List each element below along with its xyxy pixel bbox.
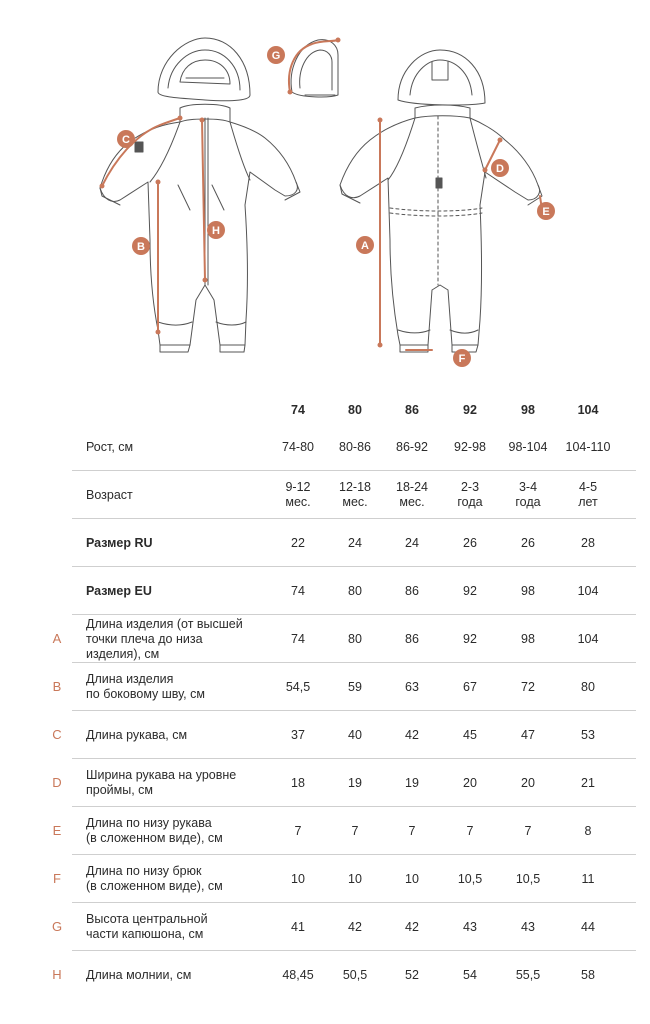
table-cell-line: 7	[466, 824, 474, 838]
table-cell	[558, 632, 618, 647]
table-cell-line: 92	[463, 584, 477, 598]
row-label	[86, 536, 270, 551]
table-cell	[382, 480, 442, 510]
row-label-line: части капюшона, см	[86, 927, 204, 941]
row-label-line: Длина по низу рукава	[86, 816, 212, 830]
table-cell	[558, 968, 618, 983]
table-cell	[440, 824, 500, 839]
table-cell-line: 7	[294, 824, 302, 838]
row-label-line: изделия), см	[86, 647, 160, 661]
table-row	[0, 567, 650, 615]
table-cell-line: 72	[521, 680, 535, 694]
row-label-line: Размер EU	[86, 584, 152, 598]
table-cell	[440, 480, 500, 510]
row-letter: D	[52, 775, 62, 790]
table-cell-line: 45	[463, 728, 477, 742]
table-cell	[498, 968, 558, 983]
table-cell	[325, 920, 385, 935]
table-cell-line: 67	[463, 680, 477, 694]
table-cell	[498, 776, 558, 791]
table-cell	[440, 536, 500, 551]
row-letter: B	[52, 679, 62, 694]
table-cell	[268, 824, 328, 839]
table-cell	[325, 824, 385, 839]
measure-badge-g	[267, 46, 285, 64]
measure-badge-label: G	[271, 50, 281, 62]
table-cell-line: 18	[291, 776, 305, 790]
table-cell-line: 19	[405, 776, 419, 790]
table-cell	[325, 872, 385, 887]
table-cell	[325, 440, 385, 455]
table-cell	[382, 824, 442, 839]
table-cell-line: 42	[348, 920, 362, 934]
table-cell-line: 80	[348, 632, 362, 646]
table-cell-line: 80-86	[339, 440, 371, 454]
table-cell-line: 63	[405, 680, 419, 694]
row-label	[86, 584, 270, 599]
row-label	[86, 968, 270, 983]
table-cell	[325, 632, 385, 647]
table-cell-line: 9-12	[285, 480, 311, 494]
table-cell-line: 92	[463, 632, 477, 646]
table-cell-line: 24	[348, 536, 362, 550]
table-row	[0, 951, 650, 999]
front-view-jumpsuit	[100, 38, 300, 352]
table-cell	[498, 728, 558, 743]
table-cell	[440, 680, 500, 695]
table-row	[0, 663, 650, 711]
table-cell-line: 104	[577, 584, 599, 598]
table-cell-line: 8	[584, 824, 592, 838]
table-cell	[268, 968, 328, 983]
table-cell-line: 24	[405, 536, 419, 550]
size-header-cell: 104	[577, 403, 599, 417]
table-cell-line: 10	[348, 872, 362, 886]
table-cell-line: 43	[521, 920, 535, 934]
row-label-line: точки плеча до низа	[86, 632, 203, 646]
table-cell	[268, 872, 328, 887]
table-cell	[382, 680, 442, 695]
table-cell-line: 10,5	[457, 872, 483, 886]
table-row	[0, 759, 650, 807]
measure-badge-c	[117, 130, 135, 148]
table-cell	[382, 920, 442, 935]
size-header-cell: 80	[348, 403, 362, 417]
size-header-cell: 74	[291, 403, 305, 417]
table-cell	[440, 968, 500, 983]
table-cell-line: мес.	[285, 495, 311, 509]
row-label-line: Длина рукава, см	[86, 728, 188, 742]
table-row	[0, 471, 650, 519]
table-cell	[498, 872, 558, 887]
table-cell-line: 50,5	[342, 968, 368, 982]
garment-measurement-diagram	[0, 0, 650, 380]
table-cell-line: 4-5	[578, 480, 598, 494]
table-cell-line: 10	[291, 872, 305, 886]
table-cell-line: 37	[291, 728, 305, 742]
table-cell-line: 43	[463, 920, 477, 934]
table-cell-line: 55,5	[515, 968, 541, 982]
table-cell	[498, 536, 558, 551]
table-cell	[498, 824, 558, 839]
table-cell	[440, 920, 500, 935]
table-cell	[440, 584, 500, 599]
measure-badge-f	[453, 349, 471, 367]
table-cell	[382, 536, 442, 551]
table-cell-line: 26	[521, 536, 535, 550]
measure-badge-b	[132, 237, 150, 255]
size-header-cell: 98	[521, 403, 535, 417]
row-label	[86, 440, 270, 455]
table-row	[0, 615, 650, 663]
row-label	[86, 912, 270, 942]
table-cell-line: 3-4	[518, 480, 538, 494]
table-cell-line: мес.	[342, 495, 368, 509]
row-label-line: Возраст	[86, 488, 133, 502]
row-label-line: Длина молнии, см	[86, 968, 192, 982]
row-label	[86, 672, 270, 702]
table-cell	[325, 536, 385, 551]
table-cell	[498, 920, 558, 935]
table-cell	[558, 680, 618, 695]
table-row	[0, 711, 650, 759]
measure-badge-label: F	[458, 353, 466, 365]
table-cell-line: 58	[581, 968, 595, 982]
table-cell	[268, 632, 328, 647]
measure-badge-a	[356, 236, 374, 254]
row-label-line: Длина изделия	[86, 672, 174, 686]
table-cell	[498, 440, 558, 455]
row-letter: A	[52, 631, 62, 646]
table-cell-line: 80	[348, 584, 362, 598]
table-cell	[268, 536, 328, 551]
table-cell	[268, 680, 328, 695]
table-cell-line: 26	[463, 536, 477, 550]
table-cell	[498, 680, 558, 695]
row-label	[86, 488, 270, 503]
table-cell-line: 53	[581, 728, 595, 742]
measure-badge-label: E	[542, 206, 550, 218]
table-cell-line: 21	[581, 776, 595, 790]
size-header-cell: 86	[405, 403, 419, 417]
table-cell	[325, 584, 385, 599]
table-cell	[382, 584, 442, 599]
table-cell	[440, 632, 500, 647]
size-header-row	[0, 403, 650, 423]
row-label	[86, 816, 270, 846]
table-cell-line: 98	[521, 632, 535, 646]
measure-badge-label: A	[361, 240, 369, 252]
table-cell	[382, 440, 442, 455]
table-cell-line: 104-110	[565, 440, 611, 454]
table-cell-line: 42	[405, 920, 419, 934]
table-cell	[558, 824, 618, 839]
row-letter: G	[51, 919, 63, 934]
row-label-line: Ширина рукава на уровне	[86, 768, 237, 782]
table-cell-line: 48,45	[282, 968, 314, 982]
table-row	[0, 423, 650, 471]
row-label-line: Размер RU	[86, 536, 153, 550]
table-cell-line: 54	[463, 968, 477, 982]
table-cell-line: 86-92	[396, 440, 428, 454]
table-cell	[382, 632, 442, 647]
table-cell-line: 86	[405, 632, 419, 646]
table-cell	[558, 872, 618, 887]
table-cell	[558, 776, 618, 791]
table-cell-line: 86	[405, 584, 419, 598]
table-cell-line: 7	[408, 824, 416, 838]
table-cell	[498, 584, 558, 599]
table-cell	[440, 872, 500, 887]
table-cell	[558, 480, 618, 510]
measure-badge-e	[537, 202, 555, 220]
table-cell	[440, 776, 500, 791]
table-cell-line: 7	[524, 824, 532, 838]
measure-badge-label: D	[496, 163, 504, 175]
table-cell-line: 40	[348, 728, 362, 742]
table-cell	[558, 536, 618, 551]
table-cell-line: 10	[405, 872, 419, 886]
table-cell-line: 52	[405, 968, 419, 982]
table-cell	[268, 440, 328, 455]
measure-badge-h	[207, 221, 225, 239]
table-cell-line: года	[457, 495, 483, 509]
table-cell-line: 104	[577, 632, 599, 646]
table-cell-line: 2-3	[460, 480, 480, 494]
table-cell-line: года	[515, 495, 541, 509]
table-cell-line: 28	[581, 536, 595, 550]
table-cell-line: 19	[348, 776, 362, 790]
table-cell	[558, 440, 618, 455]
table-row	[0, 807, 650, 855]
table-cell-line: 80	[581, 680, 595, 694]
table-cell-line: 10,5	[515, 872, 541, 886]
table-cell-line: 74	[291, 632, 305, 646]
table-cell-line: лет	[578, 495, 598, 509]
table-cell	[382, 728, 442, 743]
table-cell-line: 11	[581, 872, 595, 886]
table-cell-line: мес.	[399, 495, 425, 509]
table-cell	[268, 776, 328, 791]
row-letter: E	[52, 823, 62, 838]
row-letter: F	[53, 871, 61, 886]
row-label-line: по боковому шву, см	[86, 687, 205, 701]
row-label-line: Длина изделия (от высшей	[86, 617, 243, 631]
table-cell-line: 74-80	[282, 440, 314, 454]
table-cell	[382, 968, 442, 983]
table-cell-line: 22	[291, 536, 305, 550]
table-row	[0, 855, 650, 903]
table-cell	[382, 776, 442, 791]
table-cell-line: 18-24	[396, 480, 428, 494]
table-cell	[325, 728, 385, 743]
table-cell-line: 47	[521, 728, 535, 742]
table-cell	[325, 480, 385, 510]
table-cell-line: 98-104	[508, 440, 548, 454]
table-cell	[325, 680, 385, 695]
measure-badge-label: H	[212, 225, 220, 237]
table-cell-line: 59	[348, 680, 362, 694]
table-cell-line: 20	[463, 776, 477, 790]
row-label	[86, 617, 270, 662]
table-cell	[325, 968, 385, 983]
row-label-line: (в сложенном виде), см	[86, 879, 223, 893]
row-label-line: Рост, см	[86, 440, 134, 454]
table-cell	[558, 920, 618, 935]
table-cell	[268, 920, 328, 935]
table-cell-line: 7	[351, 824, 359, 838]
table-cell	[498, 480, 558, 510]
table-cell	[440, 440, 500, 455]
table-cell	[558, 584, 618, 599]
row-label	[86, 768, 270, 798]
table-cell	[382, 872, 442, 887]
table-cell-line: 54,5	[285, 680, 311, 694]
table-cell-line: 98	[521, 584, 535, 598]
table-cell	[268, 584, 328, 599]
row-letter: H	[52, 967, 62, 982]
table-cell	[440, 728, 500, 743]
row-label-line: Высота центральной	[86, 912, 208, 926]
table-cell	[268, 728, 328, 743]
table-cell	[498, 632, 558, 647]
table-cell-line: 20	[521, 776, 535, 790]
measure-badge-label: B	[137, 241, 145, 253]
table-cell	[268, 480, 328, 510]
row-label	[86, 864, 270, 894]
row-label-line: Длина по низу брюк	[86, 864, 202, 878]
measure-badge-label: C	[122, 134, 130, 146]
table-cell	[325, 776, 385, 791]
table-row	[0, 519, 650, 567]
back-view-jumpsuit	[340, 50, 542, 352]
row-letter: C	[52, 727, 62, 742]
hood-detail	[291, 40, 338, 97]
row-label-line: (в сложенном виде), см	[86, 831, 223, 845]
row-label-line: проймы, см	[86, 783, 154, 797]
row-label	[86, 728, 270, 743]
table-cell-line: 41	[291, 920, 305, 934]
table-cell-line: 44	[581, 920, 595, 934]
table-row	[0, 903, 650, 951]
table-cell-line: 92-98	[454, 440, 486, 454]
table-cell-line: 42	[405, 728, 419, 742]
table-cell-line: 12-18	[339, 480, 371, 494]
size-header-cell: 92	[463, 403, 477, 417]
measure-badge-d	[491, 159, 509, 177]
table-cell	[558, 728, 618, 743]
table-cell-line: 74	[291, 584, 305, 598]
